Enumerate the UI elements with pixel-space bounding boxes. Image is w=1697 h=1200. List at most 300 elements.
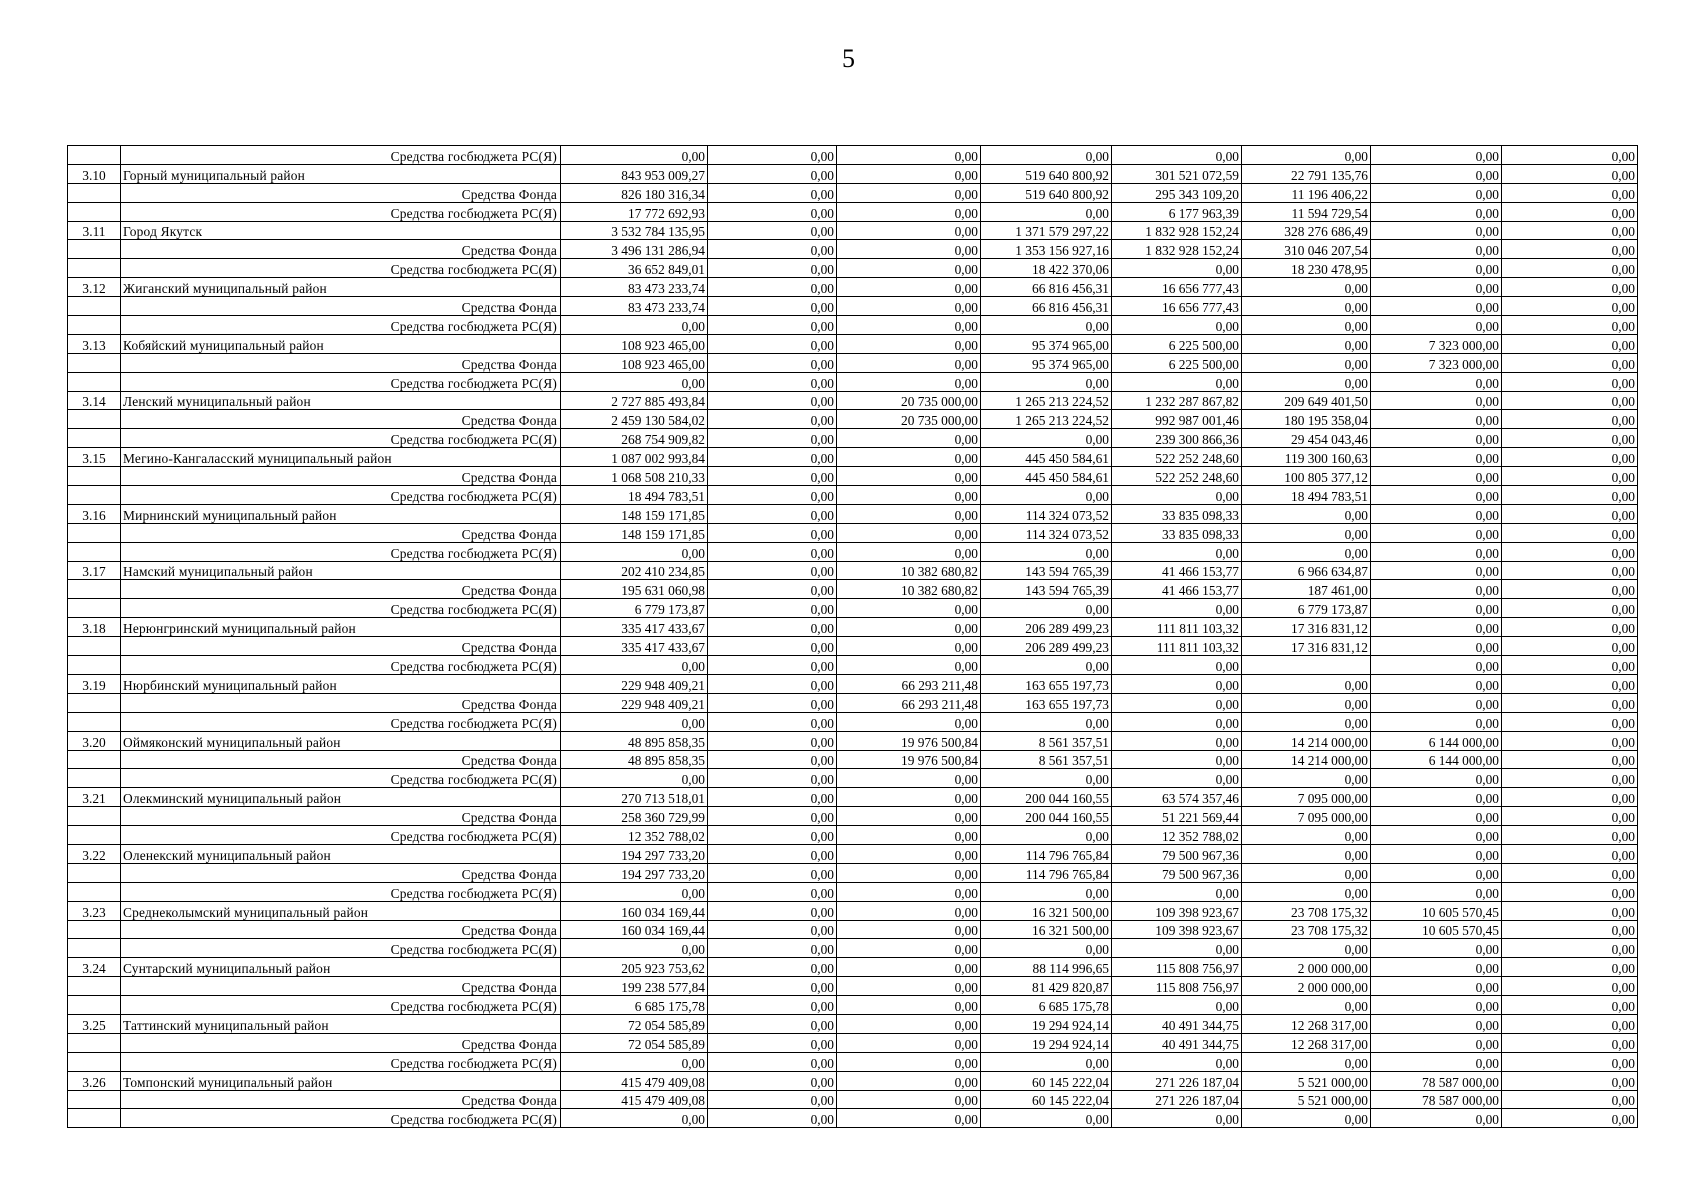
amount-cell: 19 294 924,14 [981,1014,1112,1033]
row-number: 3.21 [68,788,121,807]
row-number [68,259,121,278]
amount-cell: 0,00 [1502,826,1638,845]
amount-cell: 119 300 160,63 [1242,448,1371,467]
funding-source-label: Средства Фонда [121,977,561,996]
row-number: 3.14 [68,391,121,410]
row-number [68,712,121,731]
amount-cell: 114 796 765,84 [981,844,1112,863]
amount-cell: 0,00 [1502,240,1638,259]
amount-cell: 33 835 098,33 [1112,523,1242,542]
amount-cell: 0,00 [708,939,837,958]
amount-cell: 95 374 965,00 [981,353,1112,372]
amount-cell: 0,00 [561,146,708,165]
amount-cell: 0,00 [981,656,1112,675]
amount-cell: 0,00 [837,1090,981,1109]
amount-cell: 83 473 233,74 [561,278,708,297]
amount-cell: 12 268 317,00 [1242,1014,1371,1033]
amount-cell: 6 685 175,78 [981,996,1112,1015]
amount-cell: 0,00 [1371,429,1502,448]
amount-cell: 7 323 000,00 [1371,353,1502,372]
amount-cell: 0,00 [837,372,981,391]
table-subrow [68,1109,1638,1128]
amount-cell: 0,00 [1371,504,1502,523]
funding-source-label: Средства госбюджета РС(Я) [121,826,561,845]
amount-cell: 0,00 [837,504,981,523]
amount-cell: 0,00 [561,656,708,675]
amount-cell: 0,00 [1502,1014,1638,1033]
amount-cell: 0,00 [1502,334,1638,353]
amount-cell: 0,00 [837,542,981,561]
amount-cell: 229 948 409,21 [561,674,708,693]
amount-cell: 0,00 [1502,1033,1638,1052]
amount-cell: 0,00 [837,882,981,901]
amount-cell: 1 232 287 867,82 [1112,391,1242,410]
amount-cell: 114 324 073,52 [981,504,1112,523]
table-subrow [68,202,1638,221]
amount-cell: 0,00 [1371,316,1502,335]
amount-cell: 0,00 [837,712,981,731]
amount-cell: 0,00 [837,901,981,920]
table-subrow [68,542,1638,561]
amount-cell: 66 816 456,31 [981,278,1112,297]
amount-cell: 0,00 [1371,939,1502,958]
amount-cell: 0,00 [1371,542,1502,561]
amount-cell: 209 649 401,50 [1242,391,1371,410]
funding-source-label: Средства Фонда [121,467,561,486]
table-subrow [68,826,1638,845]
funding-source-label: Средства госбюджета РС(Я) [121,939,561,958]
amount-cell: 108 923 465,00 [561,353,708,372]
amount-cell: 109 398 923,67 [1112,901,1242,920]
amount-cell: 0,00 [1242,297,1371,316]
table-row [68,844,1638,863]
amount-cell: 115 808 756,97 [1112,977,1242,996]
funding-source-label: Средства Фонда [121,920,561,939]
amount-cell [1242,656,1371,675]
row-number: 3.19 [68,674,121,693]
amount-cell: 0,00 [1502,580,1638,599]
amount-cell: 0,00 [1502,278,1638,297]
amount-cell: 114 324 073,52 [981,523,1112,542]
amount-cell: 0,00 [1112,656,1242,675]
amount-cell: 194 297 733,20 [561,844,708,863]
amount-cell: 18 494 783,51 [561,486,708,505]
amount-cell: 0,00 [1502,599,1638,618]
amount-cell: 0,00 [1502,183,1638,202]
amount-cell: 0,00 [708,504,837,523]
amount-cell: 0,00 [1502,693,1638,712]
amount-cell: 36 652 849,01 [561,259,708,278]
amount-cell: 187 461,00 [1242,580,1371,599]
table-subrow [68,410,1638,429]
amount-cell: 0,00 [1242,542,1371,561]
funding-source-label: Средства Фонда [121,807,561,826]
amount-cell: 72 054 585,89 [561,1014,708,1033]
amount-cell: 1 265 213 224,52 [981,410,1112,429]
table-subrow [68,1090,1638,1109]
amount-cell: 0,00 [708,580,837,599]
row-number [68,1090,121,1109]
amount-cell: 0,00 [1371,372,1502,391]
amount-cell: 0,00 [708,674,837,693]
table-subrow [68,939,1638,958]
amount-cell: 0,00 [1371,183,1502,202]
amount-cell: 0,00 [1502,712,1638,731]
district-name: Нерюнгринский муниципальный район [121,618,561,637]
table-row [68,278,1638,297]
amount-cell: 0,00 [708,278,837,297]
amount-cell: 0,00 [837,164,981,183]
amount-cell: 20 735 000,00 [837,410,981,429]
amount-cell: 0,00 [1371,297,1502,316]
amount-cell: 0,00 [1371,863,1502,882]
row-number [68,410,121,429]
amount-cell: 0,00 [1371,844,1502,863]
amount-cell: 48 895 858,35 [561,750,708,769]
amount-cell: 66 816 456,31 [981,297,1112,316]
table-subrow [68,316,1638,335]
amount-cell: 0,00 [1502,731,1638,750]
amount-cell: 0,00 [981,769,1112,788]
amount-cell: 16 321 500,00 [981,920,1112,939]
amount-cell: 0,00 [837,183,981,202]
table-row [68,221,1638,240]
row-number [68,486,121,505]
amount-cell: 0,00 [1371,164,1502,183]
amount-cell: 0,00 [708,202,837,221]
table-subrow [68,429,1638,448]
row-number: 3.20 [68,731,121,750]
table-subrow [68,920,1638,939]
row-number [68,467,121,486]
row-number: 3.11 [68,221,121,240]
amount-cell: 10 382 680,82 [837,580,981,599]
district-name: Оймяконский муниципальный район [121,731,561,750]
row-number: 3.18 [68,618,121,637]
row-number: 3.17 [68,561,121,580]
amount-cell: 6 779 173,87 [1242,599,1371,618]
district-name: Кобяйский муниципальный район [121,334,561,353]
table-subrow [68,240,1638,259]
table-subrow [68,183,1638,202]
amount-cell: 23 708 175,32 [1242,901,1371,920]
amount-cell: 6 685 175,78 [561,996,708,1015]
amount-cell: 0,00 [837,1071,981,1090]
amount-cell: 0,00 [1502,788,1638,807]
amount-cell: 0,00 [1371,486,1502,505]
amount-cell: 0,00 [1502,863,1638,882]
amount-cell: 5 521 000,00 [1242,1090,1371,1109]
amount-cell: 0,00 [1242,693,1371,712]
amount-cell: 0,00 [1371,580,1502,599]
amount-cell: 51 221 569,44 [1112,807,1242,826]
amount-cell: 0,00 [1112,769,1242,788]
amount-cell: 0,00 [1242,353,1371,372]
amount-cell: 0,00 [1242,863,1371,882]
amount-cell: 328 276 686,49 [1242,221,1371,240]
amount-cell: 195 631 060,98 [561,580,708,599]
row-number [68,920,121,939]
amount-cell: 415 479 409,08 [561,1071,708,1090]
amount-cell: 0,00 [1112,693,1242,712]
amount-cell: 0,00 [708,410,837,429]
amount-cell: 0,00 [1112,939,1242,958]
amount-cell: 0,00 [1242,1052,1371,1071]
amount-cell: 0,00 [1242,996,1371,1015]
amount-cell: 18 494 783,51 [1242,486,1371,505]
amount-cell: 0,00 [1242,712,1371,731]
amount-cell: 0,00 [1242,674,1371,693]
funding-source-label: Средства госбюджета РС(Я) [121,712,561,731]
table-subrow [68,750,1638,769]
table-subrow [68,769,1638,788]
table-subrow [68,467,1638,486]
amount-cell: 160 034 169,44 [561,920,708,939]
amount-cell: 1 353 156 927,16 [981,240,1112,259]
district-name: Намский муниципальный район [121,561,561,580]
funding-source-label: Средства госбюджета РС(Я) [121,372,561,391]
amount-cell: 2 459 130 584,02 [561,410,708,429]
amount-cell: 10 605 570,45 [1371,901,1502,920]
row-number [68,693,121,712]
amount-cell: 445 450 584,61 [981,448,1112,467]
funding-source-label: Средства Фонда [121,1090,561,1109]
amount-cell: 0,00 [1371,674,1502,693]
row-number: 3.24 [68,958,121,977]
district-name: Жиганский муниципальный район [121,278,561,297]
amount-cell: 199 238 577,84 [561,977,708,996]
amount-cell: 200 044 160,55 [981,807,1112,826]
amount-cell: 0,00 [1242,523,1371,542]
amount-cell: 0,00 [708,1109,837,1128]
table-subrow [68,580,1638,599]
funding-source-label: Средства Фонда [121,240,561,259]
amount-cell: 180 195 358,04 [1242,410,1371,429]
funding-source-label: Средства госбюджета РС(Я) [121,202,561,221]
district-name: Горный муниципальный район [121,164,561,183]
row-number: 3.15 [68,448,121,467]
funding-source-label: Средства Фонда [121,410,561,429]
row-number [68,542,121,561]
district-name: Оленекский муниципальный район [121,844,561,863]
row-number: 3.23 [68,901,121,920]
amount-cell: 163 655 197,73 [981,674,1112,693]
amount-cell: 0,00 [708,221,837,240]
amount-cell: 0,00 [1371,882,1502,901]
table-subrow [68,712,1638,731]
amount-cell: 0,00 [1242,146,1371,165]
amount-cell: 0,00 [837,259,981,278]
amount-cell: 6 779 173,87 [561,599,708,618]
amount-cell: 0,00 [708,316,837,335]
row-number [68,637,121,656]
amount-cell: 0,00 [1242,1109,1371,1128]
amount-cell: 0,00 [1502,996,1638,1015]
table-row [68,448,1638,467]
amount-cell: 79 500 967,36 [1112,844,1242,863]
amount-cell: 17 316 831,12 [1242,618,1371,637]
amount-cell: 0,00 [1371,712,1502,731]
amount-cell: 0,00 [708,807,837,826]
amount-cell: 0,00 [1371,523,1502,542]
amount-cell: 295 343 109,20 [1112,183,1242,202]
table-subrow [68,863,1638,882]
amount-cell: 0,00 [837,618,981,637]
amount-cell: 0,00 [1371,996,1502,1015]
amount-cell: 17 316 831,12 [1242,637,1371,656]
row-number [68,863,121,882]
amount-cell: 0,00 [1242,882,1371,901]
amount-cell: 335 417 433,67 [561,637,708,656]
amount-cell: 66 293 211,48 [837,693,981,712]
amount-cell: 0,00 [708,429,837,448]
amount-cell: 0,00 [1242,844,1371,863]
row-number [68,372,121,391]
amount-cell: 0,00 [1502,637,1638,656]
amount-cell: 0,00 [708,467,837,486]
amount-cell: 6 225 500,00 [1112,334,1242,353]
funding-source-label: Средства Фонда [121,580,561,599]
row-number [68,996,121,1015]
amount-cell: 0,00 [1242,769,1371,788]
amount-cell: 0,00 [708,1014,837,1033]
amount-cell: 79 500 967,36 [1112,863,1242,882]
amount-cell: 12 352 788,02 [561,826,708,845]
row-number [68,1109,121,1128]
amount-cell: 0,00 [1502,807,1638,826]
amount-cell: 0,00 [981,202,1112,221]
row-number [68,656,121,675]
table-subrow [68,372,1638,391]
row-number [68,599,121,618]
amount-cell: 0,00 [708,164,837,183]
amount-cell: 0,00 [837,656,981,675]
amount-cell: 12 268 317,00 [1242,1033,1371,1052]
funding-source-label: Средства госбюджета РС(Я) [121,316,561,335]
amount-cell: 1 265 213 224,52 [981,391,1112,410]
amount-cell: 0,00 [1502,146,1638,165]
amount-cell: 7 323 000,00 [1371,334,1502,353]
amount-cell: 522 252 248,60 [1112,467,1242,486]
amount-cell: 229 948 409,21 [561,693,708,712]
amount-cell: 0,00 [1502,448,1638,467]
amount-cell: 0,00 [837,316,981,335]
funding-source-label: Средства госбюджета РС(Я) [121,769,561,788]
amount-cell: 206 289 499,23 [981,637,1112,656]
amount-cell: 0,00 [837,353,981,372]
funding-source-label: Средства госбюджета РС(Я) [121,259,561,278]
amount-cell: 163 655 197,73 [981,693,1112,712]
amount-cell: 10 382 680,82 [837,561,981,580]
amount-cell: 0,00 [837,996,981,1015]
amount-cell: 519 640 800,92 [981,164,1112,183]
amount-cell: 0,00 [837,448,981,467]
table-subrow [68,599,1638,618]
amount-cell: 0,00 [1371,1052,1502,1071]
amount-cell: 20 735 000,00 [837,391,981,410]
table-row [68,618,1638,637]
amount-cell: 0,00 [708,486,837,505]
row-number: 3.10 [68,164,121,183]
row-number: 3.22 [68,844,121,863]
funding-source-label: Средства госбюджета РС(Я) [121,146,561,165]
amount-cell: 3 496 131 286,94 [561,240,708,259]
amount-cell: 0,00 [1371,599,1502,618]
amount-cell: 519 640 800,92 [981,183,1112,202]
table-row [68,788,1638,807]
table-subrow [68,637,1638,656]
funding-source-label: Средства госбюджета РС(Я) [121,486,561,505]
amount-cell: 0,00 [708,146,837,165]
amount-cell: 8 561 357,51 [981,750,1112,769]
amount-cell: 0,00 [1112,372,1242,391]
amount-cell: 0,00 [708,334,837,353]
amount-cell: 108 923 465,00 [561,334,708,353]
amount-cell: 1 068 508 210,33 [561,467,708,486]
amount-cell: 0,00 [1502,542,1638,561]
amount-cell: 0,00 [837,523,981,542]
amount-cell: 0,00 [1502,1090,1638,1109]
amount-cell: 0,00 [981,429,1112,448]
amount-cell: 0,00 [1371,826,1502,845]
table-subrow [68,1033,1638,1052]
district-name: Таттинский муниципальный район [121,1014,561,1033]
amount-cell: 0,00 [708,1090,837,1109]
amount-cell: 194 297 733,20 [561,863,708,882]
amount-cell: 0,00 [1502,164,1638,183]
amount-cell: 0,00 [837,863,981,882]
funding-source-label: Средства госбюджета РС(Я) [121,996,561,1015]
amount-cell: 29 454 043,46 [1242,429,1371,448]
amount-cell: 0,00 [981,486,1112,505]
amount-cell: 239 300 866,36 [1112,429,1242,448]
row-number [68,807,121,826]
amount-cell: 143 594 765,39 [981,580,1112,599]
amount-cell: 12 352 788,02 [1112,826,1242,845]
table-row [68,674,1638,693]
amount-cell: 18 422 370,06 [981,259,1112,278]
amount-cell: 0,00 [561,1052,708,1071]
amount-cell: 18 230 478,95 [1242,259,1371,278]
amount-cell: 60 145 222,04 [981,1071,1112,1090]
amount-cell: 0,00 [1502,297,1638,316]
amount-cell: 0,00 [1371,278,1502,297]
amount-cell: 0,00 [561,769,708,788]
funding-source-label: Средства госбюджета РС(Я) [121,656,561,675]
amount-cell: 143 594 765,39 [981,561,1112,580]
amount-cell: 0,00 [708,542,837,561]
table-subrow [68,693,1638,712]
amount-cell: 0,00 [981,542,1112,561]
row-number [68,826,121,845]
amount-cell: 0,00 [1371,788,1502,807]
amount-cell: 0,00 [708,844,837,863]
amount-cell: 0,00 [981,712,1112,731]
amount-cell: 0,00 [837,334,981,353]
amount-cell: 0,00 [561,712,708,731]
amount-cell: 0,00 [1112,882,1242,901]
amount-cell: 0,00 [561,316,708,335]
district-name: Олекминский муниципальный район [121,788,561,807]
amount-cell: 522 252 248,60 [1112,448,1242,467]
amount-cell: 0,00 [837,146,981,165]
amount-cell: 0,00 [1502,523,1638,542]
amount-cell: 0,00 [1371,467,1502,486]
amount-cell: 0,00 [1502,486,1638,505]
district-name: Мирнинский муниципальный район [121,504,561,523]
page-number: 5 [842,44,855,73]
amount-cell: 200 044 160,55 [981,788,1112,807]
